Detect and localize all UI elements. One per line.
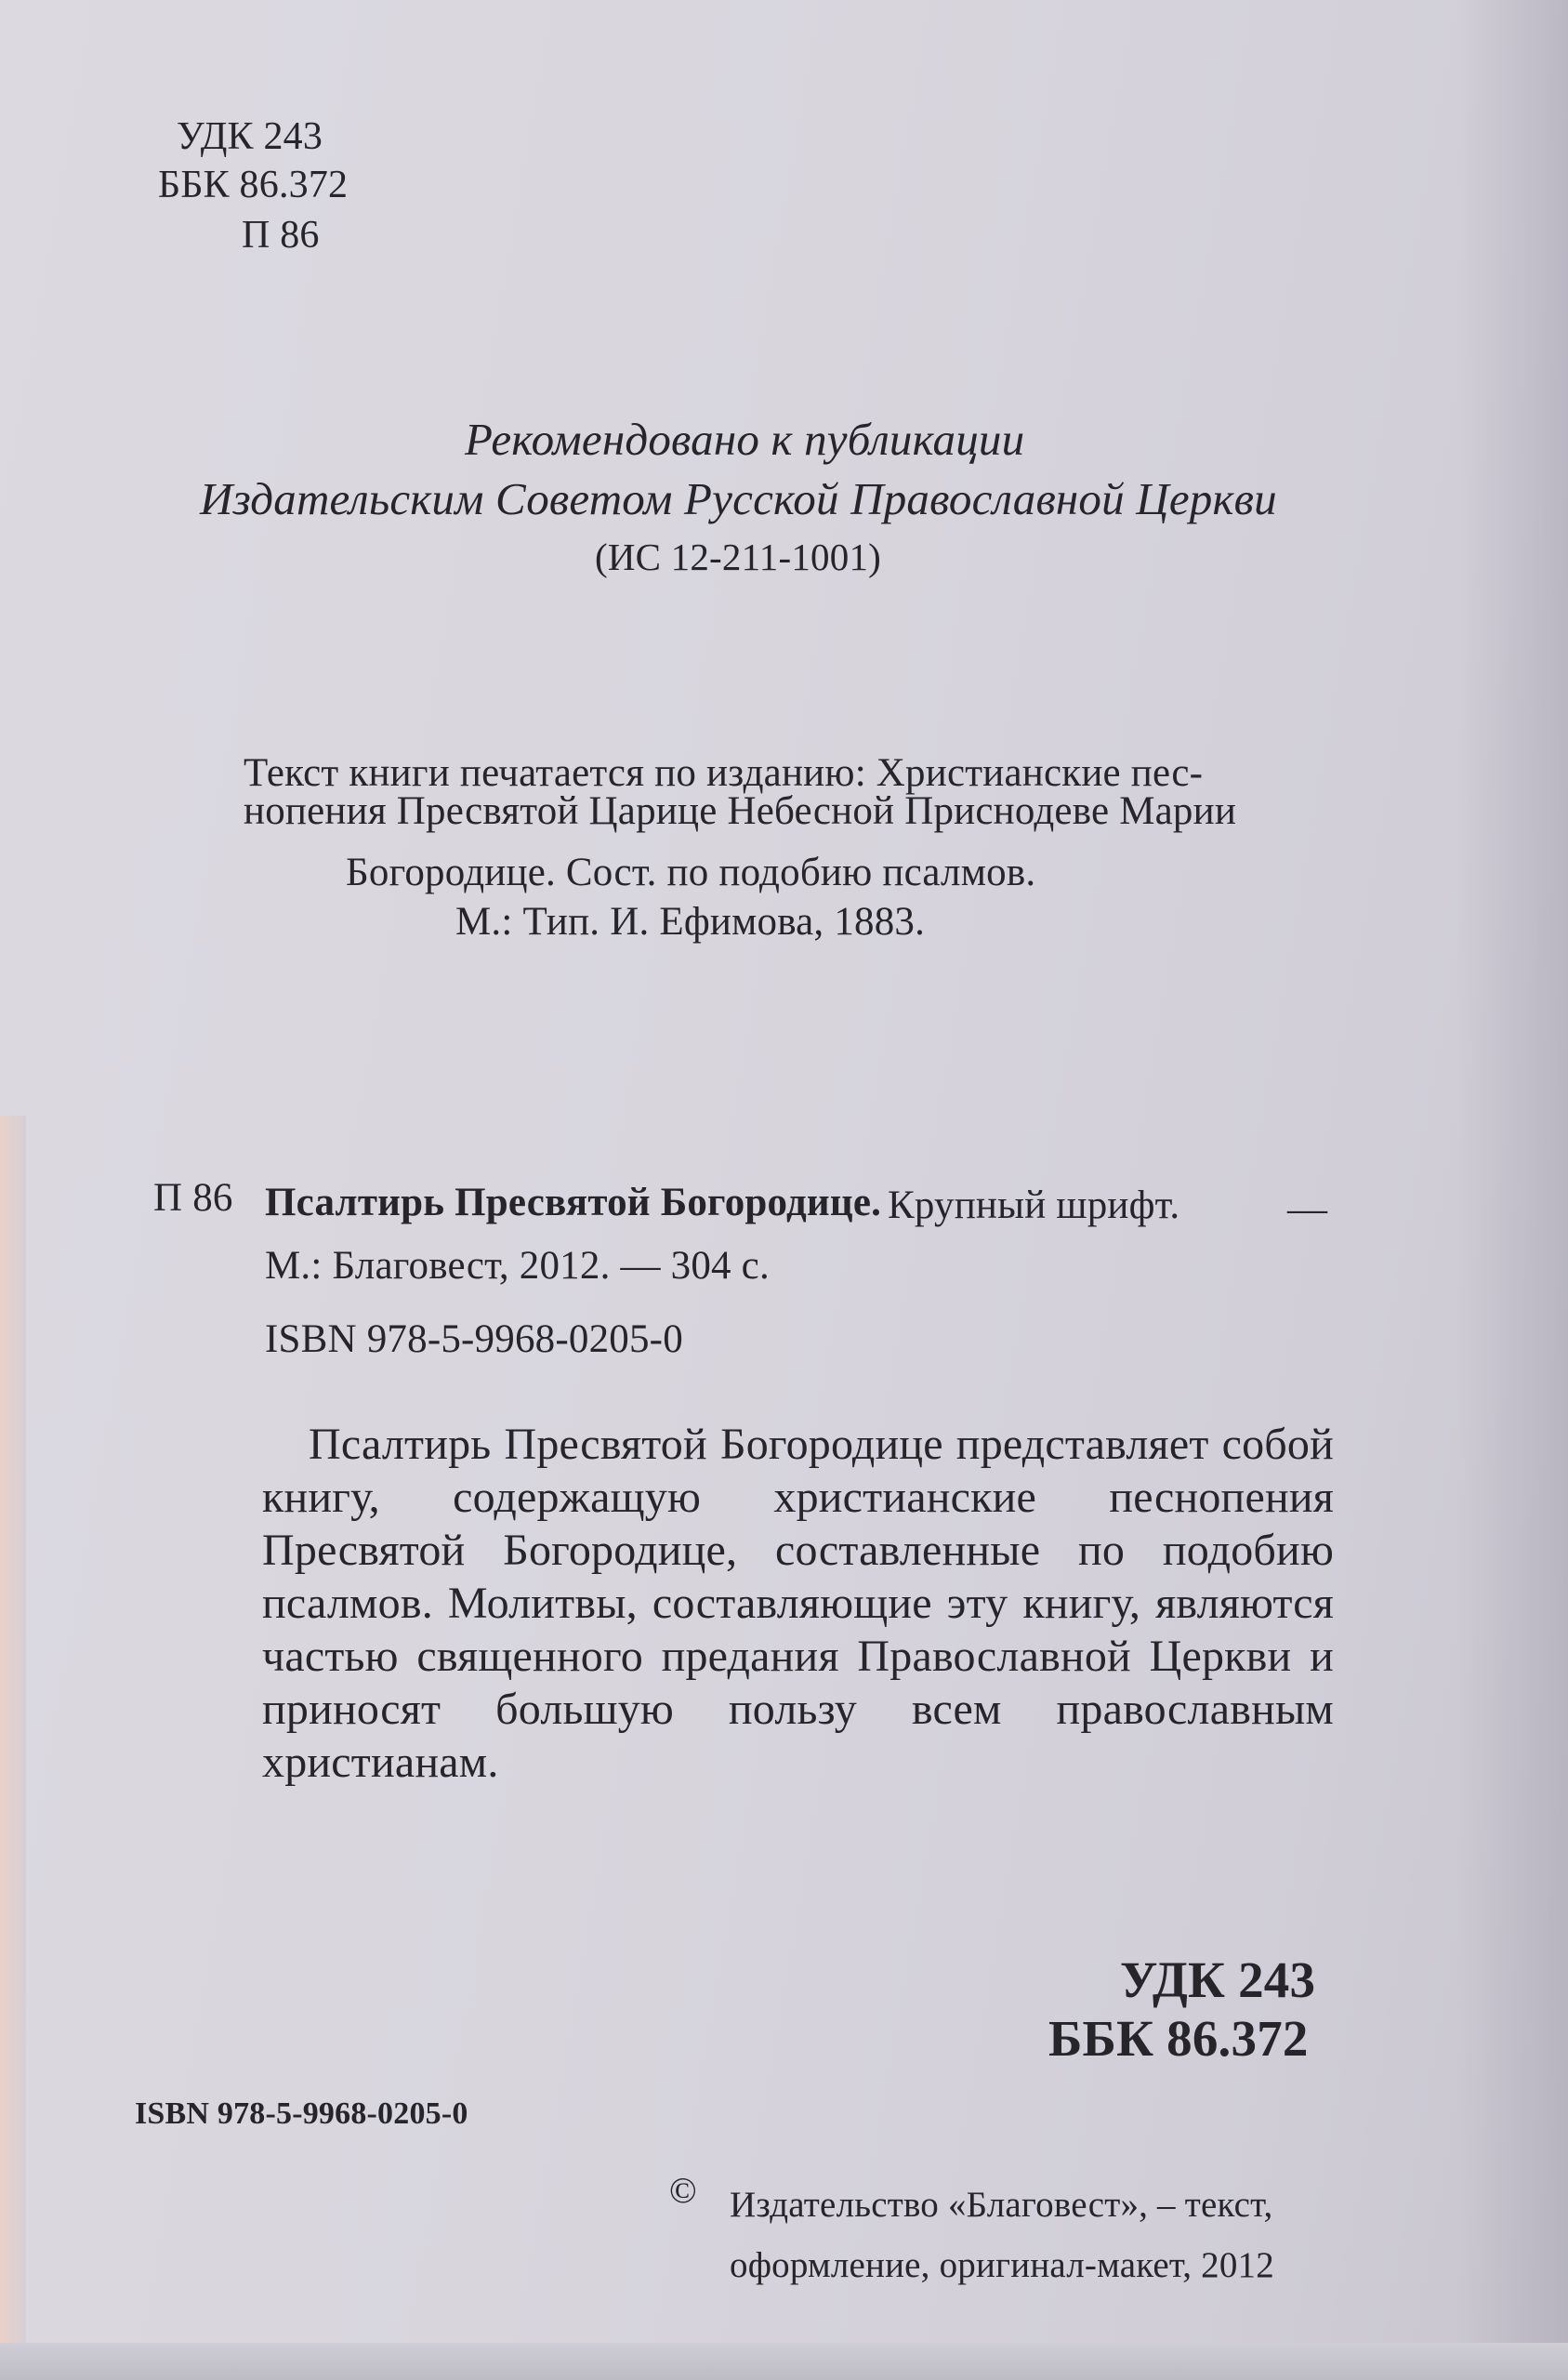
copyright-line-2: оформление, оригинал-макет, 2012 [730,2245,1274,2285]
book-title: Псалтирь Пресвятой Богородице. [265,1181,882,1224]
isbn-bottom: ISBN 978-5-9968-0205-0 [135,2096,468,2131]
book-description: Псалтирь Пресвятой Богородице представляет собой книгу, содержащую христианские песнопения Пресвятой Богородице, составленные по подобию псалмов. Молитвы, составляющие эту книгу, являются частью священного предания Православной Церкви и приносят большую пользу всем православным христианам. [262,1420,1334,1787]
copyright-symbol: © [669,2171,697,2211]
copyright-line-1: Издательство «Благовест», – текст, [730,2185,1273,2225]
bbk-code-top: ББК 86.372 [158,164,349,206]
author-mark-top: П 86 [242,214,320,257]
udk-code-top: УДК 243 [177,115,323,158]
biblio-mark: П 86 [153,1176,233,1220]
page-edge-shadow [0,1116,26,2380]
source-edition-line-3: Богородице. Сост. по подобию псалмов. [346,851,1036,894]
title-dash: — [1287,1187,1328,1231]
bbk-code-bottom: ББК 86.372 [1048,2010,1309,2067]
book-isbn: ISBN 978-5-9968-0205-0 [265,1317,683,1361]
recommendation-code: (ИС 12-211-1001) [595,536,881,578]
source-edition-line-2: нопения Пресвятой Царице Небесной Приснодеве Марии [244,789,1237,833]
page-gutter-shadow [1456,0,1568,2380]
page-bottom-edge [0,2343,1568,2380]
source-edition-line-4: М.: Тип. И. Ефимова, 1883. [455,900,926,944]
recommendation-line-1: Рекомендовано к публикации [465,414,1025,465]
source-edition-line-1: Текст книги печатается по изданию: Христианские пес- [244,751,1204,795]
book-subtitle: Крупный шрифт. [888,1183,1180,1227]
udk-code-bottom: УДК 243 [1120,1951,1316,2008]
recommendation-line-2: Издательским Советом Русской Православной Церкви [200,473,1277,524]
book-imprint: М.: Благовест, 2012. — 304 с. [265,1244,770,1288]
